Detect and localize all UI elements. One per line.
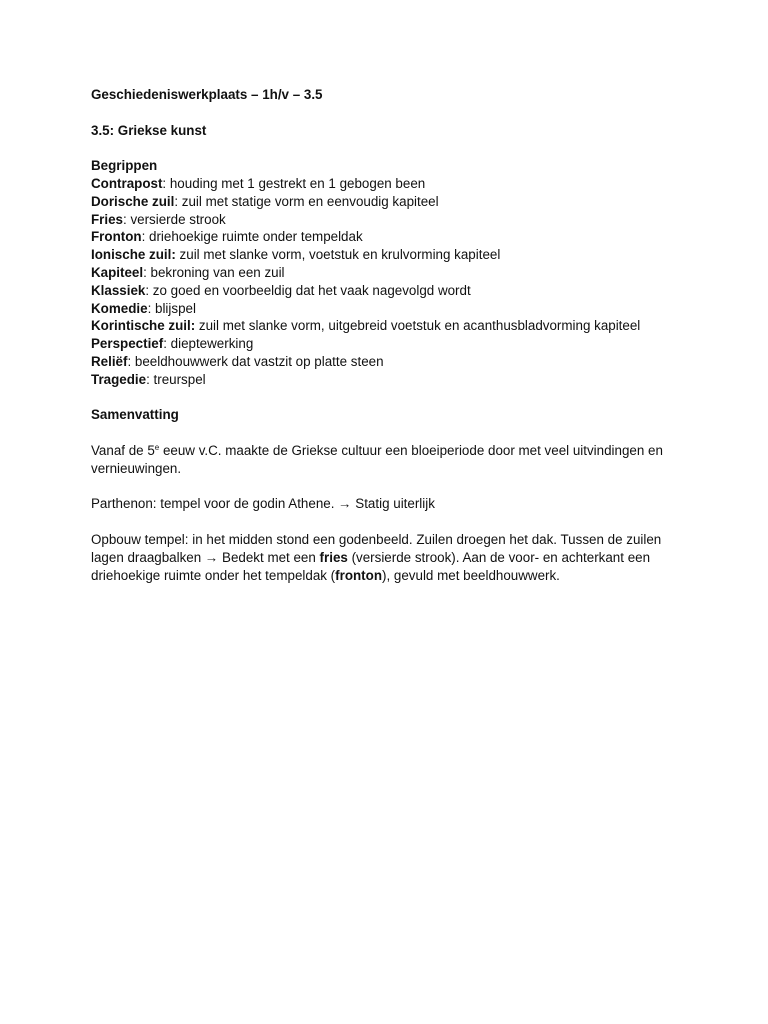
arrow-right-icon: → xyxy=(338,496,352,512)
term-row xyxy=(91,335,708,353)
term-definition: : dieptewerking xyxy=(163,336,254,352)
term-name: Dorische zuil xyxy=(91,193,175,209)
p3-text-4: ), gevuld met beeldhouwwerk. xyxy=(382,567,560,583)
term-row xyxy=(91,282,708,300)
terms-list xyxy=(91,175,708,389)
summary-paragraph-2 xyxy=(91,495,691,513)
term-row xyxy=(91,371,708,389)
term-row xyxy=(91,211,708,229)
term-name: Klassiek xyxy=(91,282,146,298)
term-definition: zuil met slanke vorm, uitgebreid voetstuk en acanthusbladvorming kapiteel xyxy=(195,318,641,334)
p3-text: Opbouw tempel: in het midden stond een godenbeeld. Zuilen droegen het dak. Tussen de zuilen lagen draagbalken xyxy=(91,531,662,565)
term-definition: zuil met slanke vorm, voetstuk en krulvorming kapiteel xyxy=(175,247,501,263)
term-row xyxy=(91,175,708,193)
term-name: Fries xyxy=(91,211,124,227)
term-row xyxy=(91,228,708,246)
term-row xyxy=(91,246,708,264)
term-name: Kapiteel xyxy=(91,264,144,280)
term-row xyxy=(91,300,708,318)
term-name: Komedie xyxy=(91,300,148,316)
term-name: Reliëf xyxy=(91,353,128,369)
summary-heading: Samenvatting xyxy=(91,407,179,423)
term-row xyxy=(91,353,708,371)
p1-text: Vanaf de 5 xyxy=(91,442,155,458)
p3-bold-fries: fries xyxy=(319,549,348,565)
section-heading: 3.5: Griekse kunst xyxy=(91,122,207,138)
document-title: Geschiedeniswerkplaats – 1h/v – 3.5 xyxy=(91,87,323,102)
term-definition: : zuil met statige vorm en eenvoudig kapiteel xyxy=(174,193,439,209)
summary-paragraph-1 xyxy=(91,442,691,478)
term-definition: : zo goed en voorbeeldig dat het vaak nagevolgd wordt xyxy=(145,282,471,298)
term-definition: : houding met 1 gestrekt en 1 gebogen been xyxy=(162,175,426,191)
term-name: Fronton xyxy=(91,229,142,245)
arrow-right-icon: → xyxy=(204,549,219,565)
ordinal-superscript: e xyxy=(154,442,160,452)
p1-text-rest: eeuw v.C. maakte de Griekse cultuur een bloeiperiode door met veel uitvindingen en vernieuwingen. xyxy=(91,442,663,476)
term-definition: : driehoekige ruimte onder tempeldak xyxy=(141,229,363,245)
terms-heading: Begrippen xyxy=(91,158,158,174)
term-definition: : bekroning van een zuil xyxy=(143,264,285,280)
p2-text-rest: Statig uiterlijk xyxy=(351,496,435,512)
term-name: Tragedie xyxy=(91,371,147,387)
term-name: Korintische zuil: xyxy=(91,318,196,334)
term-definition: : blijspel xyxy=(147,300,196,316)
term-row xyxy=(91,317,708,335)
summary-paragraph-3 xyxy=(91,531,691,584)
p3-text-2: Bedekt met een xyxy=(218,549,320,565)
p3-text-3: (versierde strook). Aan de voor- en achterkant een driehoekige ruimte onder het tempeldak ( xyxy=(91,549,651,583)
term-definition: : beeldhouwwerk dat vastzit op platte steen xyxy=(127,353,384,369)
term-name: Perspectief xyxy=(91,336,164,352)
term-definition: : treurspel xyxy=(146,371,206,387)
term-name: Contrapost xyxy=(91,175,163,191)
term-definition: : versierde strook xyxy=(123,211,226,227)
term-row xyxy=(91,264,708,282)
p3-bold-fronton: fronton xyxy=(335,567,383,583)
term-name: Ionische zuil: xyxy=(91,247,176,263)
term-row xyxy=(91,193,708,211)
p2-text: Parthenon: tempel voor de godin Athene. xyxy=(91,496,339,512)
